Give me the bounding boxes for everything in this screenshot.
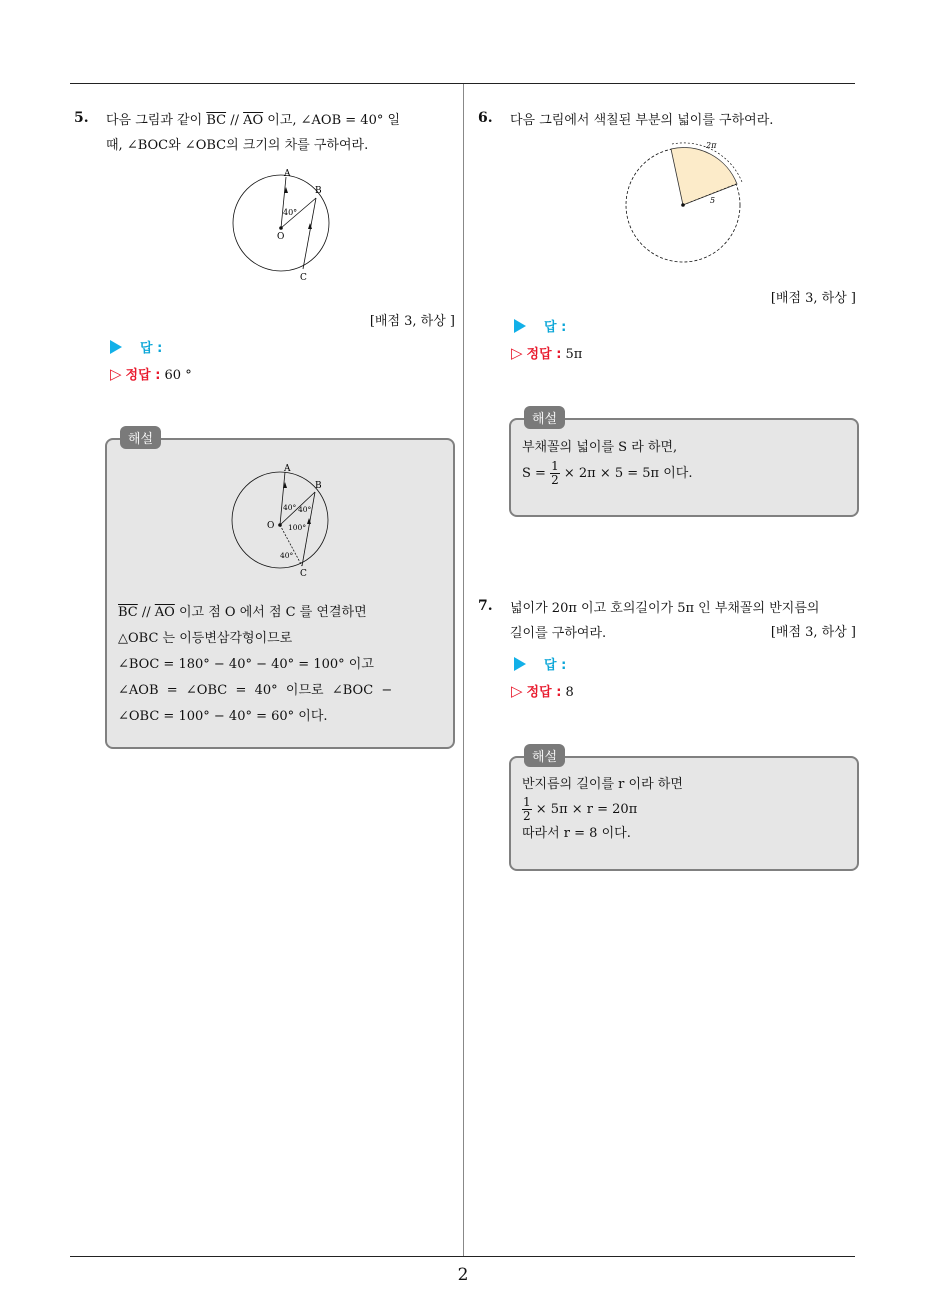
q5-correct-value: 60 ° bbox=[164, 368, 192, 383]
q7-meta: [배점 3, 하상 ] bbox=[770, 625, 856, 640]
q5-sol-line5: ∠OBC = 100° − 40° = 60° 이다. bbox=[118, 709, 328, 724]
q5-label-o: O bbox=[277, 232, 285, 242]
q6-figure bbox=[622, 138, 746, 266]
q6-arc-label: 2π bbox=[706, 141, 717, 150]
q5-meta: [배점 3, 하상 ] bbox=[369, 314, 455, 329]
q5-segment-oa bbox=[281, 177, 286, 228]
q6-sol-fraction bbox=[550, 460, 560, 487]
q7-correct-row bbox=[511, 681, 574, 700]
q5-sol-angle-4: 40° bbox=[280, 551, 294, 560]
outline-triangle-icon: ▷ bbox=[110, 365, 122, 383]
q5-sol-line1: $\overline{BC} // \overline{AO}$ 이고 점 O 에서 점 C 를 연결하면 bbox=[118, 605, 367, 620]
q5-line1: 다음 그림과 같이 $\overline{BC} // \overline{AO}$ 이고, ∠AOB = 40° 일 bbox=[106, 113, 401, 128]
q6-radius-label: 5 bbox=[710, 196, 716, 205]
q5-ao-overline: $\overline{AO}$ bbox=[243, 113, 264, 128]
q7-sol-line2 bbox=[522, 796, 842, 823]
q5-line2: 때, ∠BOC와 ∠OBC의 크기의 차를 구하여라. bbox=[106, 138, 369, 153]
q6-sol-rhs: × 2π × 5 = 5π 이다. bbox=[563, 466, 693, 481]
outline-triangle-icon: ▷ bbox=[511, 682, 523, 700]
q7-solution-tag: 해설 bbox=[524, 744, 565, 767]
q7-number: 7. bbox=[478, 598, 493, 614]
q6-sol-lhs: S = bbox=[522, 466, 546, 481]
q5-sol-angle-3: 100° bbox=[288, 523, 307, 532]
bottom-rule bbox=[70, 1256, 855, 1257]
q5-sol-label-c: C bbox=[300, 569, 307, 578]
q6-answer-label: 답 : bbox=[544, 320, 567, 335]
q5-answer-label: 답 : bbox=[140, 341, 163, 356]
answer-arrow-icon bbox=[514, 657, 526, 671]
q5-sol-line3: ∠BOC = 180° − 40° − 40° = 100° 이고 bbox=[118, 657, 374, 672]
q5-sol-ao-overline: $\overline{AO}$ bbox=[154, 605, 175, 620]
q6-solution-tag: 해설 bbox=[524, 406, 565, 429]
outline-triangle-icon: ▷ bbox=[511, 344, 523, 362]
q5-number: 5. bbox=[74, 110, 89, 126]
q5-label-b: B bbox=[315, 186, 322, 196]
column-divider bbox=[463, 84, 464, 1256]
q6-answer-row bbox=[514, 316, 566, 335]
q7-sol-fraction bbox=[522, 796, 532, 823]
q5-sol-angle-2: 40° bbox=[298, 505, 312, 514]
q5-sol-oa bbox=[280, 472, 285, 525]
q5-correct-label: 정답 : bbox=[125, 368, 161, 383]
q5-correct-row bbox=[110, 364, 192, 383]
q5-solution-tag: 해설 bbox=[120, 426, 161, 449]
q5-solution-figure bbox=[226, 460, 338, 578]
q5-sol-label-b: B bbox=[315, 481, 322, 491]
q6-sol-frac-num: 1 bbox=[551, 459, 559, 473]
q7-line1: 넓이가 20π 이고 호의길이가 5π 인 부채꼴의 반지름의 bbox=[510, 601, 820, 616]
q6-number: 6. bbox=[478, 110, 493, 126]
q7-sol-frac-den: 2 bbox=[523, 809, 531, 823]
q6-text: 다음 그림에서 색칠된 부분의 넓이를 구하여라. bbox=[510, 113, 774, 128]
q5-sol-center-dot bbox=[278, 523, 282, 527]
q6-correct-label: 정답 : bbox=[526, 347, 562, 362]
q5-label-angle: 40° bbox=[283, 208, 298, 217]
q7-line2: 길이를 구하여라. bbox=[510, 626, 607, 641]
answer-arrow-icon bbox=[110, 340, 122, 354]
q6-center-dot bbox=[681, 203, 685, 207]
q5-sol-line4: ∠AOB = ∠OBC = 40° 이므로 ∠BOC − bbox=[118, 683, 393, 698]
q6-meta: [배점 3, 하상 ] bbox=[770, 291, 856, 306]
q7-answer-row bbox=[514, 654, 566, 673]
q5-sol-label-a: A bbox=[284, 464, 291, 474]
q5-sol-line2: △OBC 는 이등변삼각형이므로 bbox=[118, 631, 293, 646]
q7-correct-value: 8 bbox=[565, 685, 574, 700]
q5-label-a: A bbox=[284, 169, 291, 179]
q5-figure bbox=[228, 168, 338, 286]
q5-sol-bc-overline: $\overline{BC}$ bbox=[118, 605, 138, 620]
q7-sol-line1: 반지름의 길이를 r 이라 하면 bbox=[522, 777, 683, 792]
q6-sol-line1: 부채꼴의 넓이를 S 라 하면, bbox=[522, 440, 678, 455]
q7-sol-line3: 따라서 r = 8 이다. bbox=[522, 826, 631, 841]
q5-sol-label-o: O bbox=[267, 521, 275, 531]
q7-sol-rhs: × 5π × r = 20π bbox=[535, 802, 638, 817]
answer-arrow-icon bbox=[514, 319, 526, 333]
q5-answer-row bbox=[110, 337, 162, 356]
q6-shaded-sector bbox=[671, 148, 737, 205]
q6-solution-text bbox=[522, 436, 842, 487]
q6-sol-line2 bbox=[522, 460, 842, 487]
q6-correct-row bbox=[511, 343, 582, 362]
q5-label-c: C bbox=[300, 273, 307, 283]
q7-answer-label: 답 : bbox=[544, 658, 567, 673]
q7-correct-label: 정답 : bbox=[526, 685, 562, 700]
q5-sol-angle-1: 40° bbox=[283, 503, 297, 512]
q5-text bbox=[106, 108, 456, 158]
q7-sol-frac-num: 1 bbox=[523, 795, 531, 809]
q7-solution-text bbox=[522, 774, 842, 845]
q5-bc-overline: $\overline{BC}$ bbox=[206, 113, 227, 128]
page-number: 2 bbox=[457, 1265, 469, 1285]
q5-center-dot bbox=[279, 226, 283, 230]
q6-correct-value: 5π bbox=[565, 347, 583, 362]
q6-sol-frac-den: 2 bbox=[551, 473, 559, 487]
q5-solution-text bbox=[118, 600, 443, 730]
